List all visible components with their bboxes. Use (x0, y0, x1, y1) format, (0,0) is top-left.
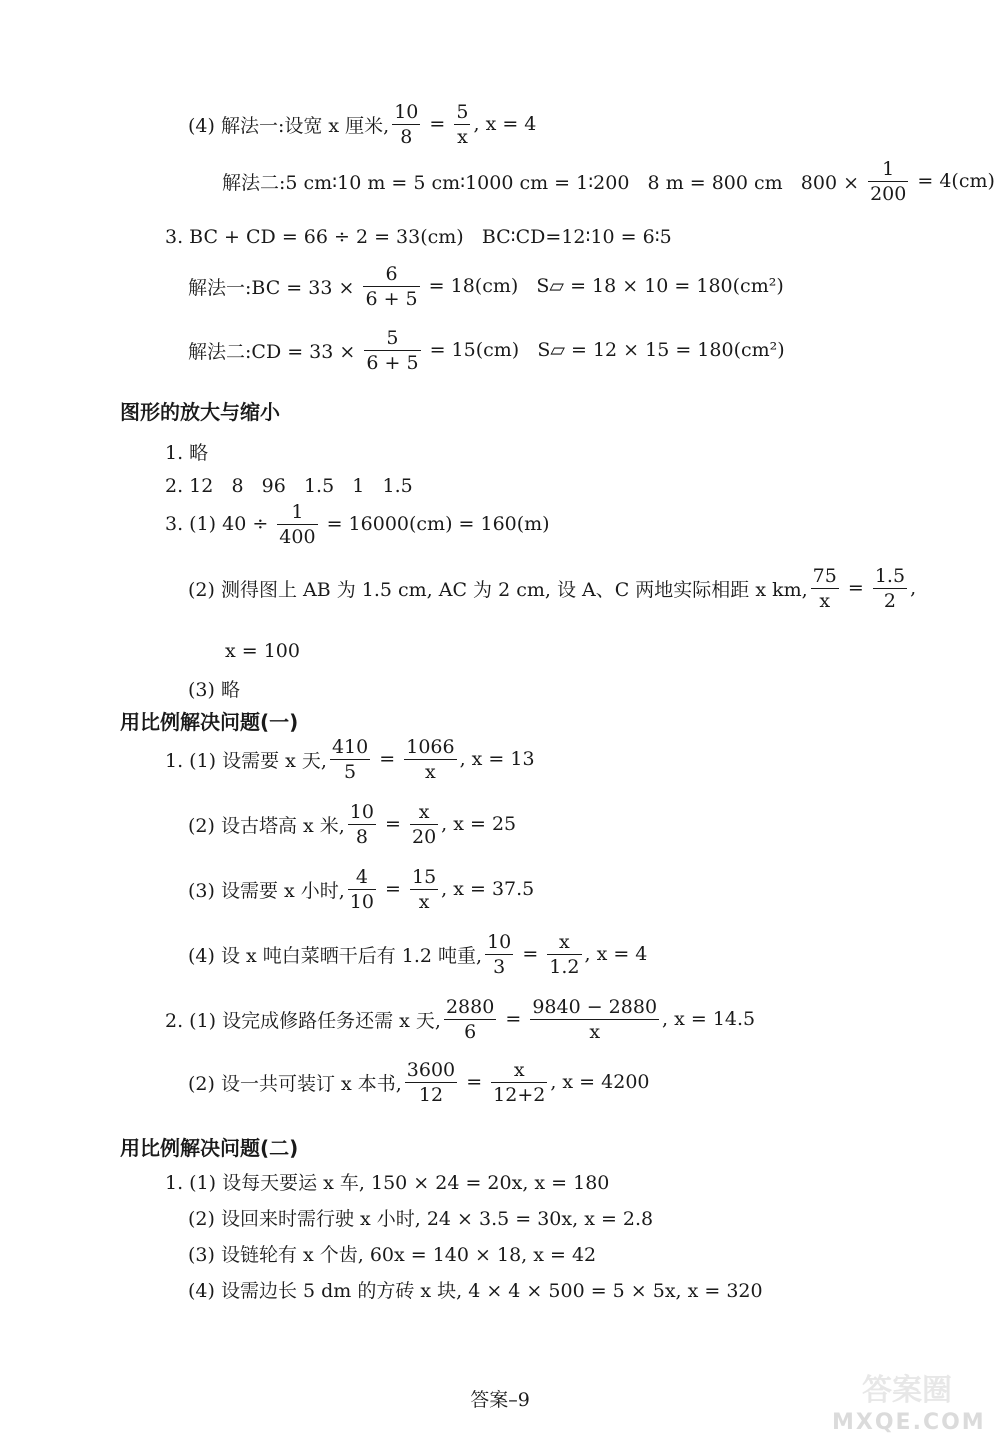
answer-line (165, 496, 550, 552)
text-segment: 1. 略 (165, 441, 209, 464)
fraction-denominator: 12+2 (493, 1083, 546, 1106)
fraction-numerator: 9840 − 2880 (532, 995, 658, 1018)
section-heading: 图形的放大与缩小 (120, 400, 280, 424)
fraction (405, 1058, 457, 1107)
fraction-denominator: 12 (418, 1083, 444, 1106)
fraction (873, 564, 907, 613)
fraction-denominator: x (457, 125, 468, 148)
answer-line (225, 636, 300, 666)
text-segment: = 4(cm) (911, 170, 995, 192)
text-segment: = (460, 1071, 489, 1093)
fraction (277, 500, 317, 549)
text-segment: = (373, 748, 402, 770)
fraction-denominator: 6 + 5 (365, 287, 418, 310)
fraction-denominator: 2 (883, 589, 896, 612)
fraction-numerator: x (559, 930, 570, 953)
section-heading: 用比例解决问题(二) (120, 1136, 299, 1160)
text-segment: , x = 25 (441, 813, 517, 835)
answer-line (188, 1054, 650, 1110)
answer-line (188, 673, 240, 703)
text-segment: , x = 4 (584, 943, 648, 965)
text-segment: 1. (1) 设每天要运 x 车, 150 × 24 = 20x, x = 180 (165, 1171, 610, 1194)
fraction-denominator: x (819, 589, 831, 612)
fraction-denominator: 5 (344, 760, 357, 783)
text-segment: (4) 解法一:设宽 x 厘米, (188, 114, 390, 137)
text-segment: (4) 设需边长 5 dm 的方砖 x 块, 4 × 4 × 500 = 5 × 5x, x = 320 (188, 1279, 763, 1302)
text-segment: = (378, 878, 407, 900)
text-segment: (2) 设回来时需行驶 x 小时, 24 × 3.5 = 30x, x = 2.8 (188, 1207, 654, 1230)
text-segment: 1. (1) 设需要 x 天, (165, 749, 327, 772)
fraction (530, 995, 659, 1044)
fraction-denominator: 200 (870, 182, 907, 205)
fraction (404, 735, 456, 784)
fraction-denominator: x (589, 1020, 601, 1043)
fraction (348, 865, 376, 914)
fraction-denominator: x (425, 760, 436, 783)
text-segment: 解法二:CD = 33 × (188, 340, 362, 363)
fraction-numerator: x (513, 1058, 525, 1081)
fraction-numerator: 6 (385, 262, 398, 285)
answer-line (188, 96, 536, 152)
fraction (363, 262, 419, 311)
text-segment: , (910, 577, 917, 599)
fraction-numerator: 1 (291, 500, 304, 523)
fraction (491, 1058, 547, 1107)
text-segment: , x = 4 (473, 113, 537, 135)
text-segment: 3. BC + CD = 66 ÷ 2 = 33(cm) BC∶CD=12∶10 = 6∶5 (165, 226, 672, 248)
answer-line (222, 153, 995, 209)
fraction-denominator: 20 (411, 825, 437, 848)
text-segment: (3) 设需要 x 小时, (188, 879, 345, 902)
text-segment: , x = 4200 (550, 1071, 650, 1093)
fraction-numerator: 5 (456, 100, 469, 123)
watermark-text: MXQE.COM (832, 1410, 986, 1435)
answer-line (188, 1238, 596, 1268)
text-segment: (3) 设链轮有 x 个齿, 60x = 140 × 18, x = 42 (188, 1243, 597, 1266)
answer-line (188, 926, 647, 982)
page-footer: 答案–9 (470, 1389, 530, 1411)
text-segment: 解法一:BC = 33 × (188, 276, 361, 299)
fraction (868, 157, 908, 206)
fraction (454, 100, 470, 149)
fraction-numerator: 15 (411, 865, 437, 888)
fraction-numerator: 4 (355, 865, 368, 888)
answer-line (165, 222, 672, 252)
answer-line (188, 258, 784, 314)
fraction-numerator: 2880 (445, 995, 495, 1018)
watermark-glyphs: 答案圈 (862, 1373, 952, 1408)
text-segment: (3) 略 (188, 678, 240, 701)
fraction-numerator: 10 (349, 800, 374, 823)
watermark-logo (832, 1365, 986, 1435)
fraction (410, 800, 438, 849)
text-segment: 3. (1) 40 ÷ (165, 513, 275, 535)
text-segment: = 15(cm) S▱ = 12 × 15 = 180(cm²) (423, 339, 785, 361)
fraction-numerator: 410 (331, 735, 369, 758)
fraction-denominator: 6 (464, 1020, 477, 1043)
text-segment: (2) 设古塔高 x 米, (188, 814, 345, 837)
answer-line (188, 861, 534, 917)
text-segment: (4) 设 x 吨白菜晒干后有 1.2 吨重, (188, 944, 483, 967)
fraction-numerator: 1.5 (874, 564, 906, 587)
fraction-denominator: 8 (400, 125, 413, 148)
fraction-denominator: 6 + 5 (366, 351, 419, 374)
text-segment: , x = 13 (459, 748, 535, 770)
text-segment: = (423, 113, 452, 135)
fraction (364, 326, 420, 375)
fraction-denominator: 10 (349, 890, 374, 913)
fraction (330, 735, 370, 784)
answer-line (165, 731, 535, 787)
fraction-numerator: 1066 (406, 735, 455, 758)
text-segment: 2. 12 8 96 1.5 1 1.5 (165, 475, 413, 497)
fraction (811, 564, 839, 613)
fraction-numerator: 1 (882, 157, 895, 180)
text-segment: = (378, 813, 407, 835)
fraction-denominator: 400 (279, 525, 316, 548)
text-segment: , x = 14.5 (662, 1008, 756, 1030)
fraction (348, 800, 376, 849)
fraction-numerator: 3600 (406, 1058, 456, 1081)
answer-line (188, 1274, 763, 1304)
fraction (410, 865, 438, 914)
fraction (485, 930, 513, 979)
fraction-denominator: 1.2 (549, 955, 580, 978)
fraction (444, 995, 496, 1044)
answer-line (165, 436, 208, 466)
fraction-denominator: 3 (493, 955, 506, 978)
text-segment: 解法二:5 cm∶10 m = 5 cm∶1000 cm = 1∶200 8 m = 800 cm 800 × (222, 171, 866, 194)
fraction-denominator: x (418, 890, 430, 913)
answer-line (165, 1166, 609, 1196)
fraction-numerator: 75 (812, 564, 837, 587)
answer-line (188, 796, 516, 852)
answer-line (165, 991, 755, 1047)
text-segment: , x = 37.5 (441, 878, 535, 900)
fraction-numerator: 10 (487, 930, 512, 953)
fraction-numerator: 5 (386, 326, 399, 349)
text-segment: (2) 测得图上 AB 为 1.5 cm, AC 为 2 cm, 设 A、C 两地实际相距 x km, (188, 578, 808, 601)
fraction-numerator: x (418, 800, 430, 823)
section-heading: 用比例解决问题(一) (120, 710, 299, 734)
fraction-denominator: 8 (355, 825, 368, 848)
text-segment: x = 100 (225, 640, 300, 662)
text-segment: 2. (1) 设完成修路任务还需 x 天, (165, 1009, 441, 1032)
fraction (547, 930, 581, 979)
answer-line (188, 1202, 653, 1232)
text-segment: = (841, 577, 870, 599)
text-segment: = (516, 943, 545, 965)
answer-line (188, 322, 785, 378)
fraction (392, 100, 420, 149)
text-segment: = 16000(cm) = 160(m) (320, 513, 550, 535)
fraction-numerator: 10 (394, 100, 419, 123)
text-segment: (2) 设一共可装订 x 本书, (188, 1072, 402, 1095)
answer-line (188, 560, 916, 616)
text-segment: = (499, 1008, 528, 1030)
text-segment: = 18(cm) S▱ = 18 × 10 = 180(cm²) (422, 275, 784, 297)
